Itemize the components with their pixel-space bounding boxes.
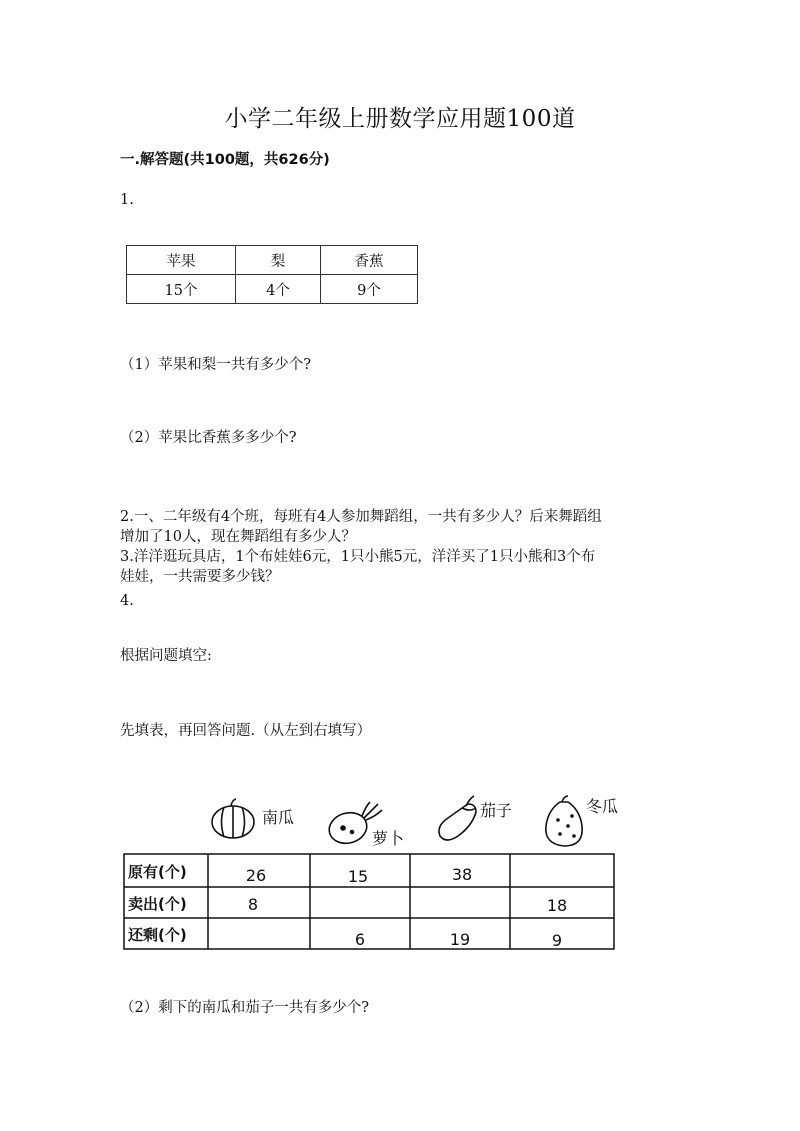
table-header-cell: 梨 <box>236 246 321 275</box>
question-1-number: 1. <box>120 192 134 208</box>
question-3-line-1: 3.洋洋逛玩具店，1个布娃娃6元，1只小熊5元，洋洋买了1只小熊和3个布 <box>120 549 596 565</box>
table-cell: 8 <box>247 895 259 914</box>
row-label: 卖出(个) <box>128 895 187 913</box>
question-2-line-2: 增加了10人，现在舞蹈组有多少人？ <box>120 529 356 545</box>
table-cell: 15个 <box>127 275 236 304</box>
vegetable-label: 冬瓜 <box>586 797 619 816</box>
wax-gourd-icon <box>546 796 582 846</box>
table-cell: 38 <box>451 865 473 884</box>
table-header-cell: 香蕉 <box>321 246 418 275</box>
page-title: 小学二年级上册数学应用题100道 <box>224 106 576 132</box>
question-4-sub-2: （2）剩下的南瓜和茄子一共有多少个? <box>120 1000 369 1016</box>
vegetable-label: 南瓜 <box>262 808 295 827</box>
table-cell: 19 <box>449 930 471 949</box>
row-label: 还剩(个) <box>128 926 187 944</box>
question-4-number: 4. <box>120 593 134 609</box>
table-row <box>127 246 418 275</box>
fruit-table <box>126 245 418 304</box>
table-cell: 15 <box>347 867 369 886</box>
question-4-prompt: 根据问题填空: <box>120 648 212 664</box>
table-cell: 26 <box>245 866 267 885</box>
question-1-sub-2: （2）苹果比香蕉多多少个? <box>120 430 297 446</box>
table-cell: 6 <box>354 930 366 949</box>
question-3-line-2: 娃娃，一共需要多少钱？ <box>120 569 280 585</box>
pumpkin-icon <box>212 799 254 838</box>
question-2-line-1: 2.一、二年级有4个班，每班有4人参加舞蹈组，一共有多少人？后来舞蹈组 <box>120 509 602 525</box>
table-row <box>127 275 418 304</box>
vegetable-table-drawing <box>120 790 620 960</box>
vegetable-label: 萝卜 <box>372 829 405 848</box>
vegetable-label: 茄子 <box>480 801 513 820</box>
eggplant-icon <box>439 796 476 840</box>
section-heading: 一.解答题(共100题，共626分) <box>120 152 330 168</box>
question-4-instruction: 先填表，再回答问题.（从左到右填写） <box>120 723 372 739</box>
table-cell: 4个 <box>236 275 321 304</box>
table-cell: 9 <box>551 931 563 950</box>
table-cell: 9个 <box>321 275 418 304</box>
question-1-sub-1: （1）苹果和梨一共有多少个? <box>120 357 311 373</box>
table-cell: 18 <box>546 896 568 915</box>
row-label: 原有(个) <box>128 863 187 881</box>
table-header-cell: 苹果 <box>127 246 236 275</box>
vegetable-grid <box>124 854 614 949</box>
